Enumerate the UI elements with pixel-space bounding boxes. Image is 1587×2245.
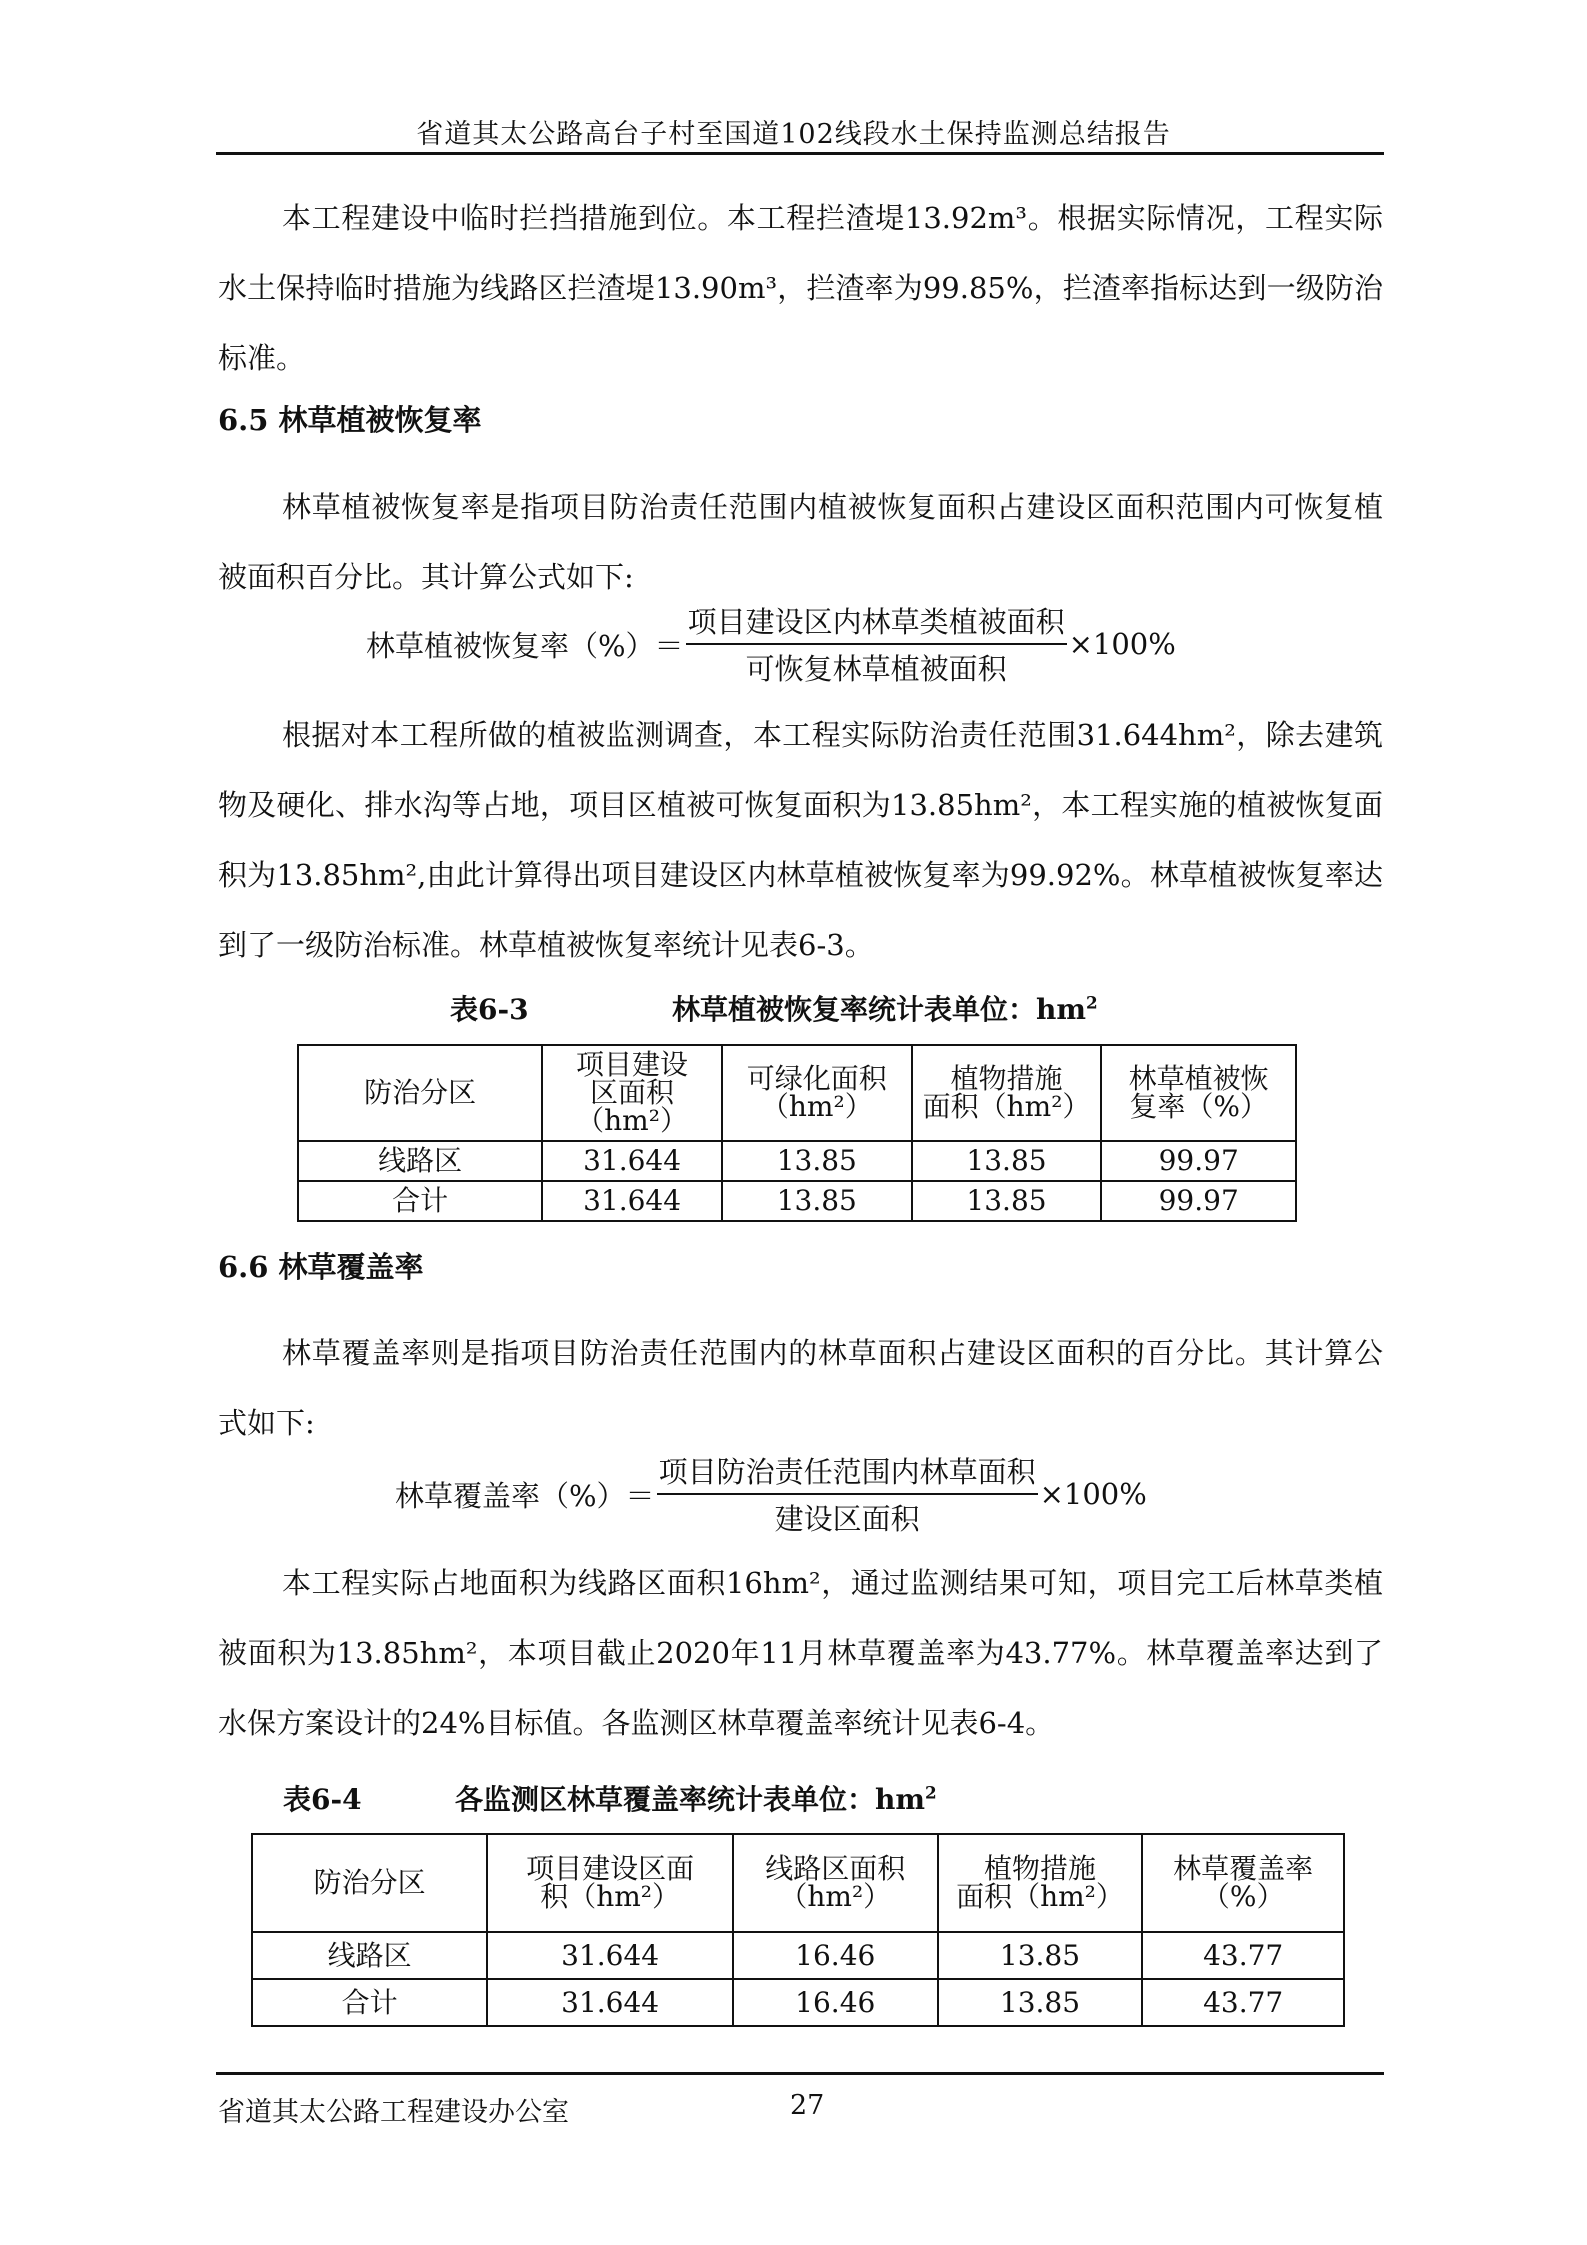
header-line: 积（hm²） [540,1880,681,1913]
document-header-title: 省道其太公路高台子村至国道102线段水土保持监测总结报告 [416,119,1171,150]
table-cell: 99.97 [1101,1181,1296,1221]
formula-denominator: 建设区面积 [774,1502,920,1536]
header-line: 项目建设区面 [526,1852,695,1885]
section-6-5-result-block [218,700,1383,980]
table-cell: 13.85 [912,1181,1102,1221]
table-cell: 43.77 [1142,1979,1344,2026]
table-header-cell [912,1045,1102,1141]
table-cell: 13.85 [912,1141,1102,1181]
header-line: 复率（%） [1129,1090,1268,1123]
header-rule [216,152,1384,155]
header-line: 线路区面积 [765,1852,906,1885]
header-line: （hm²） [760,1090,873,1123]
section-6-6-heading: 6.6 林草覆盖率 [218,1250,424,1284]
table-6-4 [251,1833,1345,2027]
section-6-5-definition-block [218,472,1383,612]
section-6-5-definition: 林草植被恢复率是指项目防治责任范围内植被恢复面积占建设区面积范围内可恢复植被面积百分比。其计算公式如下: [218,490,1383,594]
table-header-cell [487,1834,733,1932]
table-6-3 [297,1044,1297,1222]
header-line: 区面积 [590,1076,675,1109]
table-cell: 31.644 [542,1181,722,1221]
header-line: 可绿化面积 [746,1062,887,1095]
table-cell: 13.85 [938,1979,1143,2026]
table-cell: 31.644 [542,1141,722,1181]
table-6-3-title-text: 林草植被恢复率统计表单位：hm [672,993,1086,1026]
header-line: 防治分区 [313,1866,426,1899]
section-6-6-result-block [218,1548,1383,1758]
header-line: 植物措施 [950,1062,1063,1095]
table-cell: 13.85 [938,1932,1143,1979]
section-6-6-result-paragraph: 本工程实际占地面积为线路区面积16hm²，通过监测结果可知，项目完工后林草类植被面积为13.85hm²，本项目截止2020年11月林草覆盖率为43.77%。林草覆盖率达到了水保方案设计的24%目标值。各监测区林草覆盖率统计见表6-4。 [218,1566,1383,1740]
table-cell: 合计 [298,1181,542,1221]
formula-lhs: 林草植被恢复率（%）＝ [366,628,684,663]
formula-multiplier: ×100% [1068,627,1176,661]
header-line: 防治分区 [364,1076,477,1109]
table-header-row [252,1834,1344,1932]
table-6-3-title [672,988,1098,1028]
table-header-cell [733,1834,938,1932]
header-line: 林草覆盖率 [1173,1852,1314,1885]
table-cell: 合计 [252,1979,487,2026]
header-line: 面积（hm²） [922,1090,1091,1123]
header-line: 植物措施 [983,1852,1096,1885]
intro-section [218,183,1383,393]
section-6-6-definition-block [218,1318,1383,1458]
formula-numerator: 项目防治责任范围内林草面积 [657,1450,1038,1495]
table-header-cell [298,1045,542,1141]
table-header-cell [1142,1834,1344,1932]
formula-fraction [657,1450,1038,1538]
table-cell: 13.85 [722,1141,912,1181]
table-cell: 13.85 [722,1181,912,1221]
table-cell: 31.644 [487,1932,733,1979]
table-cell: 99.97 [1101,1141,1296,1181]
table-row [298,1141,1296,1181]
table-header-cell [1101,1045,1296,1141]
table-row [252,1979,1344,2026]
table-header-row [298,1045,1296,1141]
table-6-4-title-sup: 2 [925,1782,937,1803]
table-6-4-number: 表6-4 [283,1783,362,1816]
header-line: （%） [1201,1880,1285,1913]
header-line: （hm²） [779,1880,892,1913]
table-cell: 线路区 [252,1932,487,1979]
table-header-cell [938,1834,1143,1932]
intro-paragraph: 本工程建设中临时拦挡措施到位。本工程拦渣堤13.92m³。根据实际情况，工程实际水土保持临时措施为线路区拦渣堤13.90m³，拦渣率为99.85%，拦渣率指标达到一级防治标准。 [218,201,1383,375]
table-6-4-title [455,1778,937,1818]
page-number: 27 [790,2090,825,2121]
section-6-5-heading: 6.5 林草植被恢复率 [218,403,482,437]
table-6-3-number: 表6-3 [450,993,529,1026]
footer-organization: 省道其太公路工程建设办公室 [218,2097,569,2128]
formula-multiplier: ×100% [1039,1477,1147,1511]
table-header-cell [722,1045,912,1141]
formula-vegetation-recovery [366,600,1176,688]
section-6-6-definition: 林草覆盖率则是指项目防治责任范围内的林草面积占建设区面积的百分比。其计算公式如下: [218,1336,1383,1440]
table-6-3-title-sup: 2 [1086,992,1098,1013]
table-header-cell [542,1045,722,1141]
table-row [298,1181,1296,1221]
table-cell: 31.644 [487,1979,733,2026]
table-6-4-title-text: 各监测区林草覆盖率统计表单位：hm [455,1783,925,1816]
table-header-cell [252,1834,487,1932]
section-6-5-result-paragraph: 根据对本工程所做的植被监测调查，本工程实际防治责任范围31.644hm²，除去建筑物及硬化、排水沟等占地，项目区植被可恢复面积为13.85hm²，本工程实施的植被恢复面积为13.85hm²,由此计算得出项目建设区内林草植被恢复率为99.92%。林草植被恢复率达到了一级防治标准。林草植被恢复率统计见表6-3。 [218,718,1383,962]
formula-numerator: 项目建设区内林草类植被面积 [686,600,1067,645]
header-line: 面积（hm²） [956,1880,1124,1913]
formula-fraction [686,600,1067,688]
header-line: 林草植被恢 [1128,1062,1269,1095]
table-cell: 16.46 [733,1979,938,2026]
footer-rule [216,2072,1384,2075]
table-row [252,1932,1344,1979]
header-line: （hm²） [576,1104,688,1137]
table-cell: 线路区 [298,1141,542,1181]
formula-vegetation-coverage [395,1450,1147,1538]
formula-lhs: 林草覆盖率（%）＝ [395,1478,655,1513]
table-cell: 16.46 [733,1932,938,1979]
table-cell: 43.77 [1142,1932,1344,1979]
formula-denominator: 可恢复林草植被面积 [745,652,1007,686]
header-line: 项目建设 [576,1048,689,1081]
